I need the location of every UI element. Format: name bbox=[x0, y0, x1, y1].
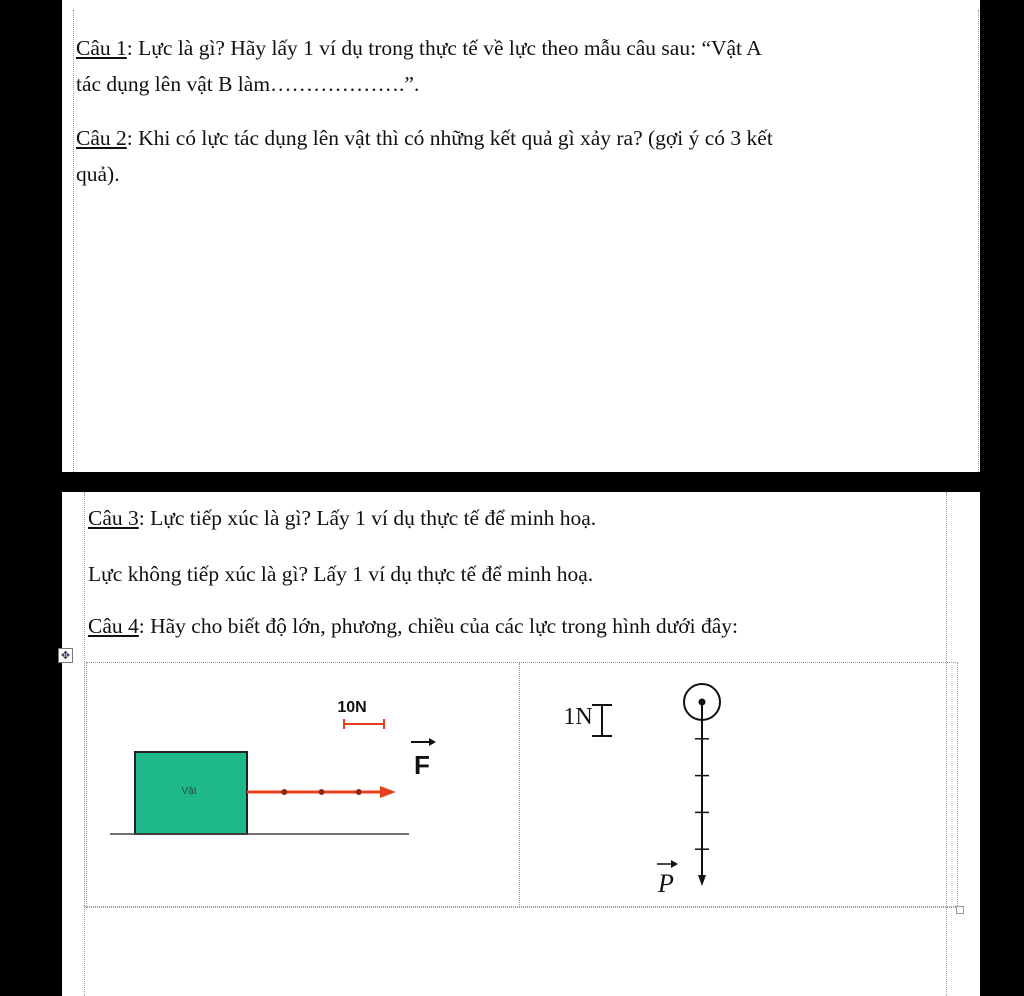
scale-label-10n: 10N bbox=[337, 699, 367, 716]
force-f-division-mark bbox=[281, 789, 287, 795]
block-label: Vật bbox=[181, 786, 197, 797]
force-p-label: P bbox=[658, 869, 674, 898]
question-2-text: : Khi có lực tác dụng lên vật thì có những kết quả gì xảy ra? (gợi ý có 3 kết bbox=[126, 126, 773, 150]
margin-guide-right bbox=[978, 10, 979, 472]
question-4-text: : Hãy cho biết độ lớn, phương, chiều của các lực trong hình dưới đây: bbox=[138, 614, 739, 638]
force-p-arrowhead bbox=[698, 875, 706, 886]
question-1-line-2: tác dụng lên vật B làm……………….”. bbox=[76, 72, 420, 96]
question-4-label: Câu 4 bbox=[88, 614, 139, 638]
question-1-label: Câu 1 bbox=[76, 36, 127, 60]
figure-table-divider bbox=[519, 663, 520, 907]
force-f-label: F bbox=[414, 750, 430, 780]
margin-guide-left-2 bbox=[84, 492, 85, 996]
question-2-line-1 bbox=[76, 120, 773, 156]
force-f-arrowhead bbox=[380, 786, 396, 798]
figure-table-bottom-border bbox=[84, 906, 956, 907]
figure-left-diagram bbox=[100, 690, 430, 860]
question-3-line-1 bbox=[88, 500, 596, 536]
question-3-label: Câu 3 bbox=[88, 506, 139, 530]
table-resize-handle[interactable] bbox=[956, 906, 964, 914]
question-2-line-2: quả). bbox=[76, 162, 120, 186]
question-1-line-1 bbox=[76, 30, 762, 66]
margin-guide-left bbox=[73, 10, 74, 472]
figure-right-diagram bbox=[530, 672, 790, 902]
question-1-text: : Lực là gì? Hãy lấy 1 ví dụ trong thực tế về lực theo mẫu câu sau: “Vật A bbox=[126, 36, 762, 60]
force-f-division-mark bbox=[319, 789, 325, 795]
question-3-line-2: Lực không tiếp xúc là gì? Lấy 1 ví dụ thực tế để minh hoạ. bbox=[88, 562, 594, 586]
force-f-division-mark bbox=[356, 789, 362, 795]
question-4-line-1 bbox=[88, 608, 738, 644]
table-move-handle-icon[interactable]: ✥ bbox=[58, 648, 73, 663]
scale-label-1n: 1N bbox=[563, 704, 593, 730]
question-3-text: : Lực tiếp xúc là gì? Lấy 1 ví dụ thực tế để minh hoạ. bbox=[138, 506, 597, 530]
force-p-vector-head bbox=[671, 860, 678, 868]
question-2-label: Câu 2 bbox=[76, 126, 127, 150]
